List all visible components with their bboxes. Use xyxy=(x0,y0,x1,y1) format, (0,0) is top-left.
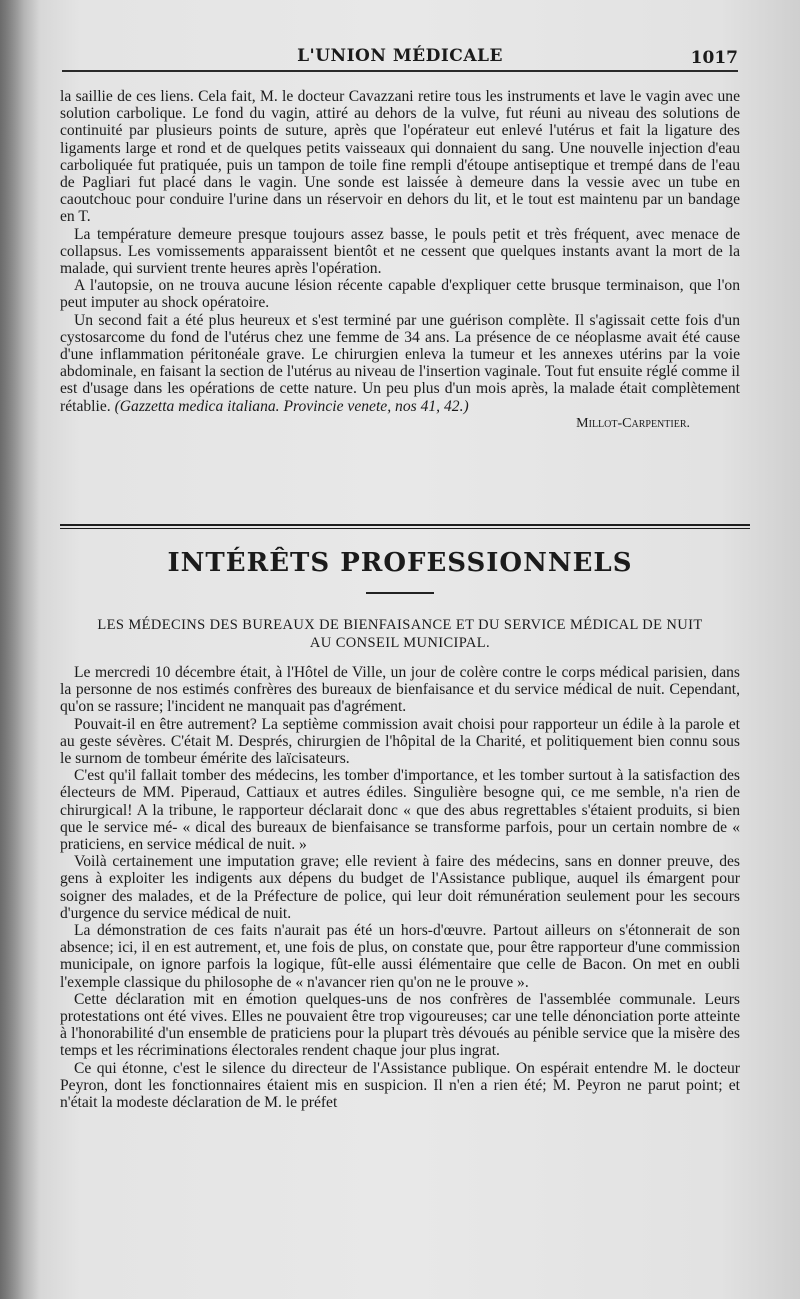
section-title: INTÉRÊTS PROFESSIONNELS xyxy=(167,548,633,578)
title-rule xyxy=(366,592,434,594)
paragraph xyxy=(60,312,740,415)
section-divider xyxy=(60,524,750,529)
author-signature: Millot-Carpentier. xyxy=(576,415,690,431)
article-heading xyxy=(60,616,740,652)
paragraph: Ce qui étonne, c'est le silence du directeur de l'Assistance publique. On espérait entendre M. le docteur Peyron, dont les fonctionnaires étaient mis en suspicion. Il n'en a rien été; M. Peyron ne parut point; et n'était la modeste déclaration de M. le préfet xyxy=(60,1059,740,1112)
running-head xyxy=(60,42,740,72)
page-number: 1017 xyxy=(690,48,738,68)
paragraph: la saillie de ces liens. Cela fait, M. le docteur Cavazzani retire tous les instruments et lave le vagin avec une solution carbolique. Le fond du vagin, attiré au dehors de la vulve, fut réuni au niveau des solutions de continuité par plusieurs points de suture, après que l'opérateur eut enlevé l'utérus et fait la ligature des ligaments large et rond et de quelques petits vaisseaux qui donnaient du sang. Une nouvelle injection d'eau carboliquée fut pratiquée, puis un tampon de toile fine rempli d'étoupe antiseptique et trempé dans de l'eau de Pagliari fut placé dans le vagin. Une sonde est laissée à demeure dans la vessie avec un tube en caoutchouc pour conduire l'urine dans un réservoir en dehors du lit, et le tout est maintenu par un bandage en T. xyxy=(60,88,740,226)
article-heading-line: AU CONSEIL MUNICIPAL. xyxy=(309,635,491,651)
paragraph: Le mercredi 10 décembre était, à l'Hôtel de Ville, un jour de colère contre le corps médical parisien, dans la personne de nos estimés confrères des bureaux de bienfaisance et du service médical de nuit. Cependant, qu'on se rassure; l'incident ne manquait pas d'agrément. xyxy=(60,664,740,716)
paragraph-text: Un second fait a été plus heureux et s'est terminé par une guérison complète. Il s'agissait cette fois d'un cystosarcome du fond de l'utérus chez une femme de 34 ans. La présence de ce néoplasme avait été cause d'une inflammation péritonéale grave. Le chirurgien enleva la tumeur et les annexes utérins par la voie abdominale, en faisant la section de l'utérus au niveau de l'insertion vaginale. Tout fut ensuite réglé comme il est d'usage dans les opérations de cette nature. Un peu plus d'un mois après, la malade était complètement rétablie. xyxy=(60,311,740,415)
main-article xyxy=(60,664,740,1111)
journal-title: L'UNION MÉDICALE xyxy=(297,46,503,66)
paragraph: A l'autopsie, on ne trouva aucune lésion récente capable d'expliquer cette brusque terminaison, que l'on peut imputer au shock opératoire. xyxy=(60,277,740,312)
paragraph: Voilà certainement une imputation grave; elle revient à faire des médecins, sans en donner preuve, des gens à exploiter les indigents aux dépens du budget de l'Assistance publique, auquel ils émargent pour soigner des malades, et de la Préfecture de police, qui leur doit rémunération seulement pour les secours d'urgence du service médical de nuit. xyxy=(60,853,740,922)
paragraph: Cette déclaration mit en émotion quelques-uns de nos confrères de l'assemblée communale. Leurs protestations ont été vives. Elles ne pouvaient être trop vigoureuses; car une telle dénonciation porte atteinte à l'honorabilité d'un ensemble de praticiens pour la plupart très dévoués au pénible service que la misère des temps et les récriminations électorales rendent chaque jour plus ingrat. xyxy=(60,990,740,1060)
paragraph: La température demeure presque toujours assez basse, le pouls petit et très fréquent, avec menace de collapsus. Les vomissements apparaissent bientôt et ne cessent que quelques instants avant la mort de la malade, qui survient trente heures après l'opération. xyxy=(60,225,740,278)
binding-shadow xyxy=(0,0,40,1299)
header-rule xyxy=(62,70,738,72)
paragraph: La démonstration de ces faits n'aurait pas été un hors-d'œuvre. Partout ailleurs on s'étonnerait de son absence; ici, il en est autrement, et, une fois de plus, on constate que, pour être rapporteur d'une commission municipale, on ignore parfois la logique, fût-elle aussi élémentaire que celle de Bacon. On met en oubli l'exemple classique du philosophe de « n'avancer rien qu'on ne le prouve ». xyxy=(60,922,740,991)
paragraph: C'est qu'il fallait tomber des médecins, les tomber d'importance, et les tomber surtout à la satisfaction des électeurs de MM. Piperaud, Cattiaux et autres édiles. Singulière besogne qui, ce me semble, n'a rien de chirurgical! A la tribune, le rapporteur déclarait donc « que des abus regrettables s'étaient produits, si bien que le service mé- « dical des bureaux de bienfaisance se transforme parfois, pour un certain nombre de « praticiens, en service médical de nuit. » xyxy=(60,767,740,854)
paragraph: Pouvait-il en être autrement? La septième commission avait choisi pour rapporteur un édile à la parole et au geste sévères. C'était M. Després, chirurgien de l'hôpital de la Charité, et politiquement bien connu sous le surnom de tombeur émérite des laïcisateurs. xyxy=(60,715,740,768)
top-article xyxy=(60,88,740,432)
source-citation: (Gazzetta medica italiana. Provincie venete, nos 41, 42.) xyxy=(114,397,469,415)
article-heading-line: LES MÉDECINS DES BUREAUX DE BIENFAISANCE ET DU SERVICE MÉDICAL DE NUIT xyxy=(97,617,703,633)
